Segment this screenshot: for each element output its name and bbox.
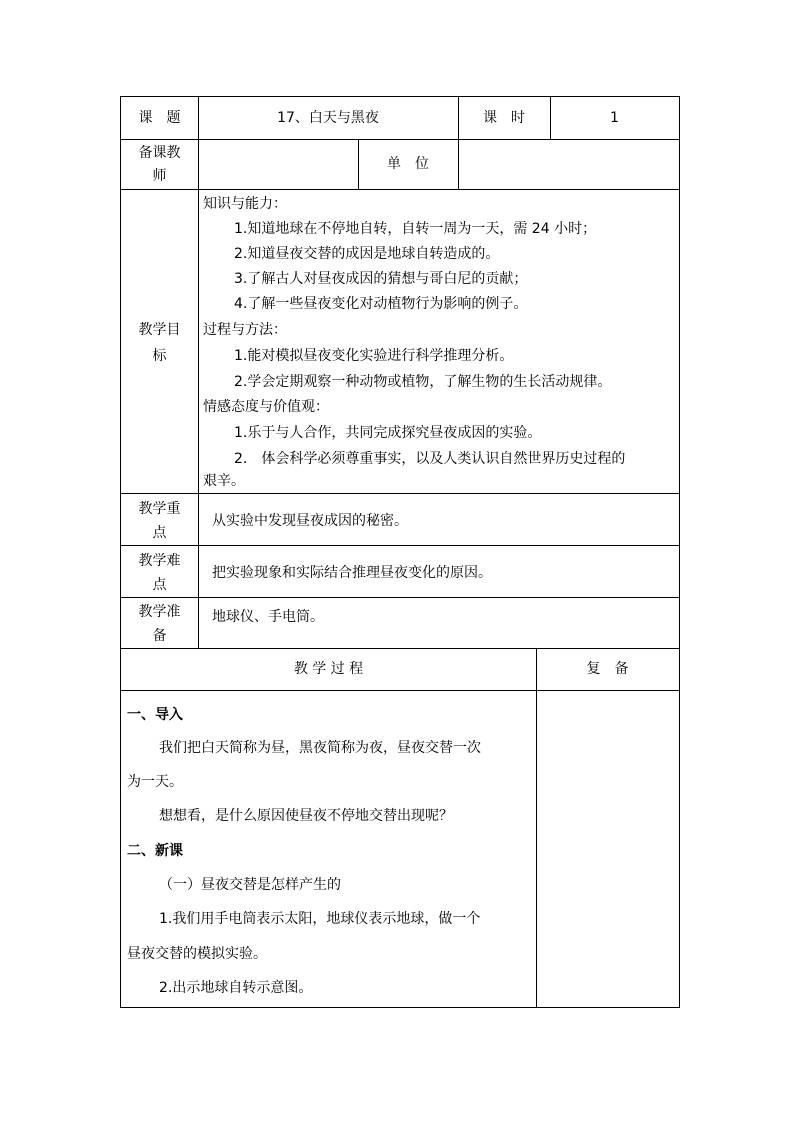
row-divider [121, 545, 679, 546]
key-points-label: 教学重 [138, 501, 181, 517]
row-divider [121, 189, 679, 190]
topic-label: 课 题 [138, 110, 181, 126]
objective-heading: 知识与能力： [203, 196, 287, 212]
preparation-label-2: 备 [152, 628, 167, 644]
row-divider [121, 493, 679, 494]
teacher-label: 备课教 [138, 145, 181, 161]
row-divider [121, 648, 679, 649]
process-header: 教 学 过 程 [293, 661, 364, 677]
period-value: 1 [610, 110, 619, 126]
unit-label: 单 位 [387, 156, 429, 172]
difficulties-label-2: 点 [152, 577, 167, 593]
key-points-label-2: 点 [152, 525, 167, 541]
period-label: 课 时 [483, 110, 525, 126]
objective-item: 4.了解一些昼夜变化对动植物行为影响的例子。 [234, 296, 528, 312]
paragraph: 昼夜交替的模拟实验。 [127, 946, 267, 962]
objectives-label: 教学目 [138, 322, 181, 338]
row-divider [121, 139, 679, 140]
col-divider [536, 648, 537, 1007]
row-divider [121, 690, 679, 691]
objective-item: 2.学会定期观察一种动物或植物，了解生物的生长活动规律。 [234, 374, 612, 390]
preparation-label: 教学准 [138, 604, 181, 620]
objective-item: 3.了解古人对昼夜成因的猜想与哥白尼的贡献； [234, 271, 528, 287]
objective-item: 1.乐于与人合作，共同完成探究昼夜成因的实验。 [234, 425, 542, 441]
review-header: 复 备 [586, 661, 629, 677]
objective-heading: 情感态度与价值观： [203, 399, 329, 415]
difficulties-value: 把实验现象和实际结合推理昼夜变化的原因。 [212, 565, 492, 581]
row-divider [121, 597, 679, 598]
objective-item: 2. 体会科学必须尊重事实，以及人类认识自然世界历史过程的 [234, 451, 626, 467]
col-divider [458, 139, 459, 189]
section-title-intro: 一、导入 [127, 707, 183, 723]
objectives-label-2: 标 [152, 348, 167, 364]
difficulties-label: 教学难 [138, 553, 181, 569]
paragraph: 为一天。 [127, 774, 183, 790]
paragraph: 想想看，是什么原因使昼夜不停地交替出现呢？ [159, 808, 453, 824]
lesson-plan-table [120, 96, 680, 1008]
preparation-value: 地球仪、手电筒。 [212, 609, 324, 625]
key-points-value: 从实验中发现昼夜成因的秘密。 [212, 513, 408, 529]
section-title-new-lesson: 二、新课 [127, 843, 183, 859]
paragraph: 2.出示地球自转示意图。 [159, 980, 313, 996]
topic-value: 17、白天与黑夜 [277, 110, 379, 126]
teacher-label-2: 师 [152, 168, 167, 184]
paragraph: 我们把白天简称为昼，黑夜简称为夜，昼夜交替一次 [159, 740, 481, 756]
objective-item: 1.能对模拟昼夜变化实验进行科学推理分析。 [234, 348, 514, 364]
objective-item: 2.知道昼夜交替的成因是地球自转造成的。 [234, 246, 500, 262]
subsection-title: （一）昼夜交替是怎样产生的 [159, 877, 341, 893]
paragraph: 1.我们用手电筒表示太阳，地球仪表示地球，做一个 [159, 911, 481, 927]
col-divider [198, 97, 199, 648]
objective-heading: 过程与方法： [203, 322, 287, 338]
objective-item: 1.知道地球在不停地自转，自转一周为一天，需 24 小时； [234, 221, 597, 237]
objective-item: 艰辛。 [203, 473, 245, 489]
